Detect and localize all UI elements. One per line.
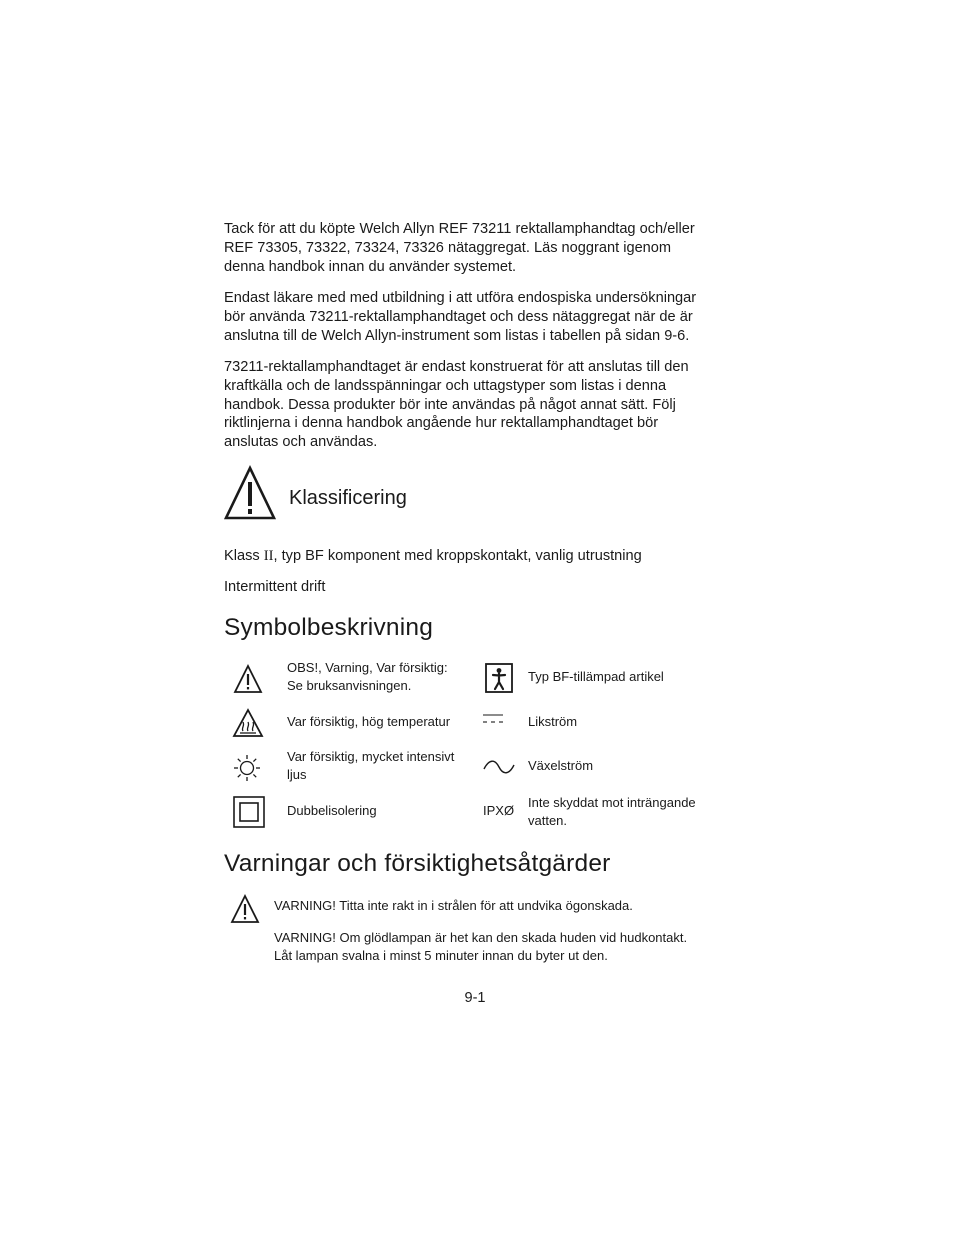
intro-paragraph-2: Endast läkare med med utbildning i att utföra endospiska undersökningar bör använda 73211-rektallamphandtaget och dess nätaggregat när de är anslutna till de Welch Allyn-instrument som listas i tabellen på sidan 9-6. xyxy=(224,290,697,344)
symbols-heading: Symbolbeskrivning xyxy=(224,614,434,641)
warning-triangle-icon xyxy=(233,664,263,694)
symbol-desc-direct-current: Likström xyxy=(528,714,578,729)
page-number: 9-1 xyxy=(464,990,486,1006)
ipx0-icon: IPXØ xyxy=(483,803,515,818)
warning-text-bulb: VARNING! Om glödlampan är het kan den skada huden vid hudkontakt. Låt lampan svalna i minst 5 minuter innan du byter ut den. xyxy=(274,930,688,963)
symbol-desc-double-insulation: Dubbelisolering xyxy=(287,803,377,818)
symbol-desc-ipx0: Inte skyddat mot inträngande vatten. xyxy=(528,795,696,828)
symbol-desc-bright-light: Var försiktig, mycket intensivt ljus xyxy=(287,749,455,782)
hot-surface-icon xyxy=(232,708,264,738)
symbol-desc-type-bf: Typ BF-tillämpad artikel xyxy=(528,669,664,684)
alternating-current-icon xyxy=(483,759,515,775)
warning-triangle-icon xyxy=(224,466,276,520)
classification-heading: Klassificering xyxy=(289,487,407,509)
intro-paragraph-3: 73211-rektallamphandtaget är endast konstruerat för att anslutas till den kraftkälla och de landsspänningar och uttagstyper som listas i denna handbok. Dessa produkter bör inte användas på något annat sätt. Följ riktlinjerna i denna handbok angående hur rektallamphandtaget bör anslutas och användas. xyxy=(224,359,689,451)
symbol-desc-caution: OBS!, Varning, Var försiktig: Se bruksanvisningen. xyxy=(287,660,448,693)
type-bf-body-icon xyxy=(485,663,513,693)
bright-light-icon xyxy=(233,754,261,782)
double-insulation-icon xyxy=(233,796,265,828)
warning-text-eye: VARNING! Titta inte rakt in i strålen för att undvika ögonskada. xyxy=(274,898,633,913)
warning-triangle-icon xyxy=(230,894,260,924)
direct-current-icon xyxy=(483,713,505,725)
warnings-heading: Varningar och försiktighetsåtgärder xyxy=(224,850,611,877)
intro-paragraph-1: Tack för att du köpte Welch Allyn REF 73211 rektallamphandtag och/eller REF 73305, 73322, 73324, 73326 nätaggregat. Läs noggrant igenom denna handbok innan du använder systemet. xyxy=(224,221,695,275)
classification-class-text: Klass II, typ BF komponent med kroppskontakt, vanlig utrustning xyxy=(224,548,642,564)
classification-operation-text: Intermittent drift xyxy=(224,579,326,595)
symbol-desc-hot-surface: Var försiktig, hög temperatur xyxy=(287,714,451,729)
symbol-desc-alternating-current: Växelström xyxy=(528,758,594,773)
